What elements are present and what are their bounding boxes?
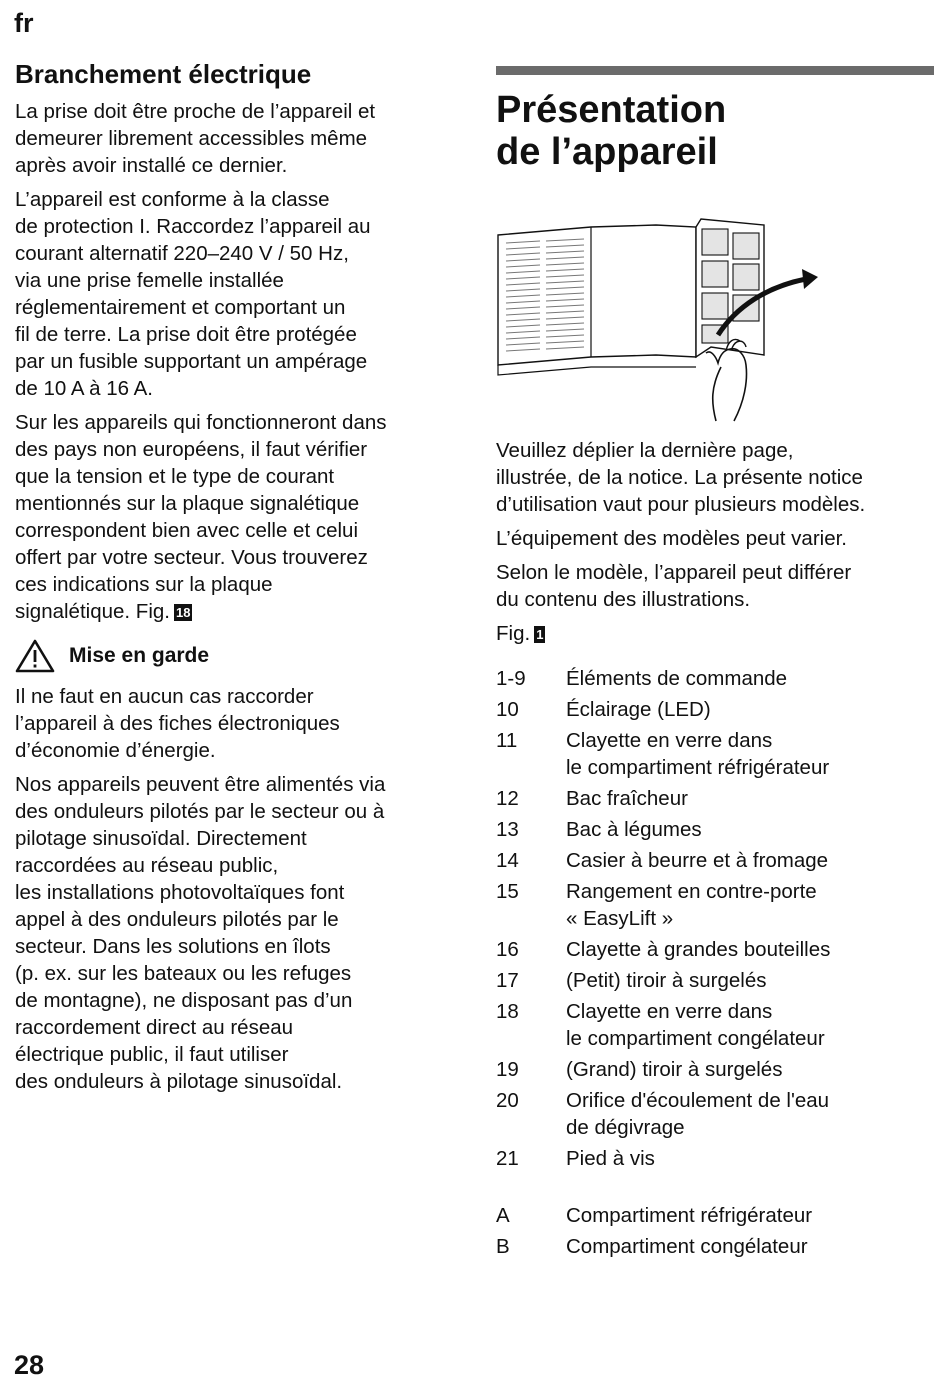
item-text: Clayette à grandes bouteilles [566, 938, 831, 961]
item-text: (Petit) tiroir à surgelés [566, 969, 767, 992]
item-text: Éléments de commande [566, 667, 788, 690]
list-item [496, 727, 936, 781]
list-item [496, 1202, 936, 1229]
item-number: 19 [496, 1058, 519, 1081]
list-item [496, 936, 936, 963]
item-text: Orifice d'écoulement de l'eau de dégivrage [566, 1089, 830, 1139]
item-text: (Grand) tiroir à surgelés [566, 1058, 783, 1081]
item-number: 10 [496, 698, 519, 721]
paragraph-non-european [15, 409, 455, 625]
compartment-list [496, 1202, 936, 1260]
item-number: 14 [496, 849, 519, 872]
item-number: 13 [496, 818, 519, 841]
list-item [496, 1233, 936, 1260]
page-number: 28 [14, 1350, 45, 1380]
left-column [15, 58, 455, 1102]
section-title-electrical: Branchement électrique [15, 59, 312, 89]
item-number: 18 [496, 1000, 519, 1023]
item-number: 1-9 [496, 667, 526, 690]
item-text: Bac à légumes [566, 818, 702, 841]
figure-label: Fig. [496, 622, 531, 645]
compartment-letter: A [496, 1204, 510, 1227]
compartment-letter: B [496, 1235, 510, 1258]
compartment-text: Compartiment congélateur [566, 1235, 808, 1258]
list-spacer [496, 1176, 936, 1202]
paragraph-inverters: Nos appareils peuvent être alimentés via des onduleurs pilotés par le secteur ou à pilotage sinusoïdal. Directement raccordées au réseau public, les installations photovoltaïques font appel à des onduleurs pilotés par le secteur. Dans les solutions en îlots (p. ex. sur les bateaux ou les refuges de montagne), ne disposant pas d’un raccordement direct au réseau électrique public, il faut utiliser des onduleurs à pilotage sinusoïdal. [15, 772, 386, 1093]
list-item [496, 696, 936, 723]
paragraph-model-differ: Selon le modèle, l’appareil peut différer du contenu des illustrations. [496, 561, 852, 611]
paragraph-non-european-text: Sur les appareils qui fonctionneront dans des pays non européens, il faut vérifier que la tension et le type de courant mentionnés sur la plaque signalétique correspondent bien avec celle et celui offert par votre secteur. Vous trouverez ces indications sur la plaque signalétique. Fig. [15, 410, 387, 623]
paragraph-protection-class: L’appareil est conforme à la classe de protection I. Raccordez l’appareil au courant alternatif 220–240 V / 50 Hz, via une prise femelle installée réglementairement et comportant un fil de terre. La prise doit être protégée par un fusible supportant un ampérage de 10 A à 16 A. [15, 187, 371, 400]
figure-number-badge: 1 [536, 627, 544, 642]
paragraph-unfold: Veuillez déplier la dernière page, illustrée, de la notice. La présente notice d’utilisation vaut pour plusieurs modèles. [496, 439, 866, 516]
warning-block [15, 639, 455, 673]
item-number: 11 [496, 729, 518, 752]
right-column [496, 66, 936, 1264]
list-item [496, 665, 936, 692]
list-item [496, 1056, 936, 1083]
item-text: Clayette en verre dans le compartiment réfrigérateur [566, 729, 830, 779]
list-item [496, 785, 936, 812]
section-title-presentation: Présentation de l’appareil [496, 89, 727, 173]
warning-title: Mise en garde [69, 643, 210, 667]
item-number: 17 [496, 969, 519, 992]
list-item [496, 1145, 936, 1172]
warning-triangle-icon [15, 639, 55, 673]
item-text: Éclairage (LED) [566, 698, 711, 721]
list-item [496, 847, 936, 874]
item-number: 12 [496, 787, 519, 810]
item-text: Rangement en contre-porte « EasyLift » [566, 880, 817, 930]
list-item [496, 878, 936, 932]
list-item [496, 967, 936, 994]
list-item [496, 1087, 936, 1141]
item-text: Clayette en verre dans le compartiment congélateur [566, 1000, 825, 1050]
section-rule [496, 66, 934, 75]
list-item [496, 816, 936, 843]
item-number: 21 [496, 1147, 519, 1170]
item-text: Bac fraîcheur [566, 787, 688, 810]
item-number: 16 [496, 938, 519, 961]
figure-reference-badge: 18 [175, 604, 191, 620]
right-text-block [496, 437, 936, 1260]
item-text: Pied à vis [566, 1147, 655, 1170]
paragraph-energy-saving: Il ne faut en aucun cas raccorder l’appareil à des fiches électroniques d’économie d’énergie. [15, 684, 340, 762]
item-number: 15 [496, 880, 519, 903]
item-number: 20 [496, 1089, 519, 1112]
item-text: Casier à beurre et à fromage [566, 849, 829, 872]
list-item [496, 998, 936, 1052]
paragraph-equipment: L’équipement des modèles peut varier. [496, 527, 848, 550]
language-code: fr [14, 8, 34, 38]
compartment-text: Compartiment réfrigérateur [566, 1204, 813, 1227]
unfold-page-illustration [496, 217, 826, 422]
figure-reference [496, 620, 936, 647]
component-list [496, 665, 936, 1172]
paragraph-socket: La prise doit être proche de l’appareil et demeurer librement accessibles même après avoir installé ce dernier. [15, 99, 376, 177]
